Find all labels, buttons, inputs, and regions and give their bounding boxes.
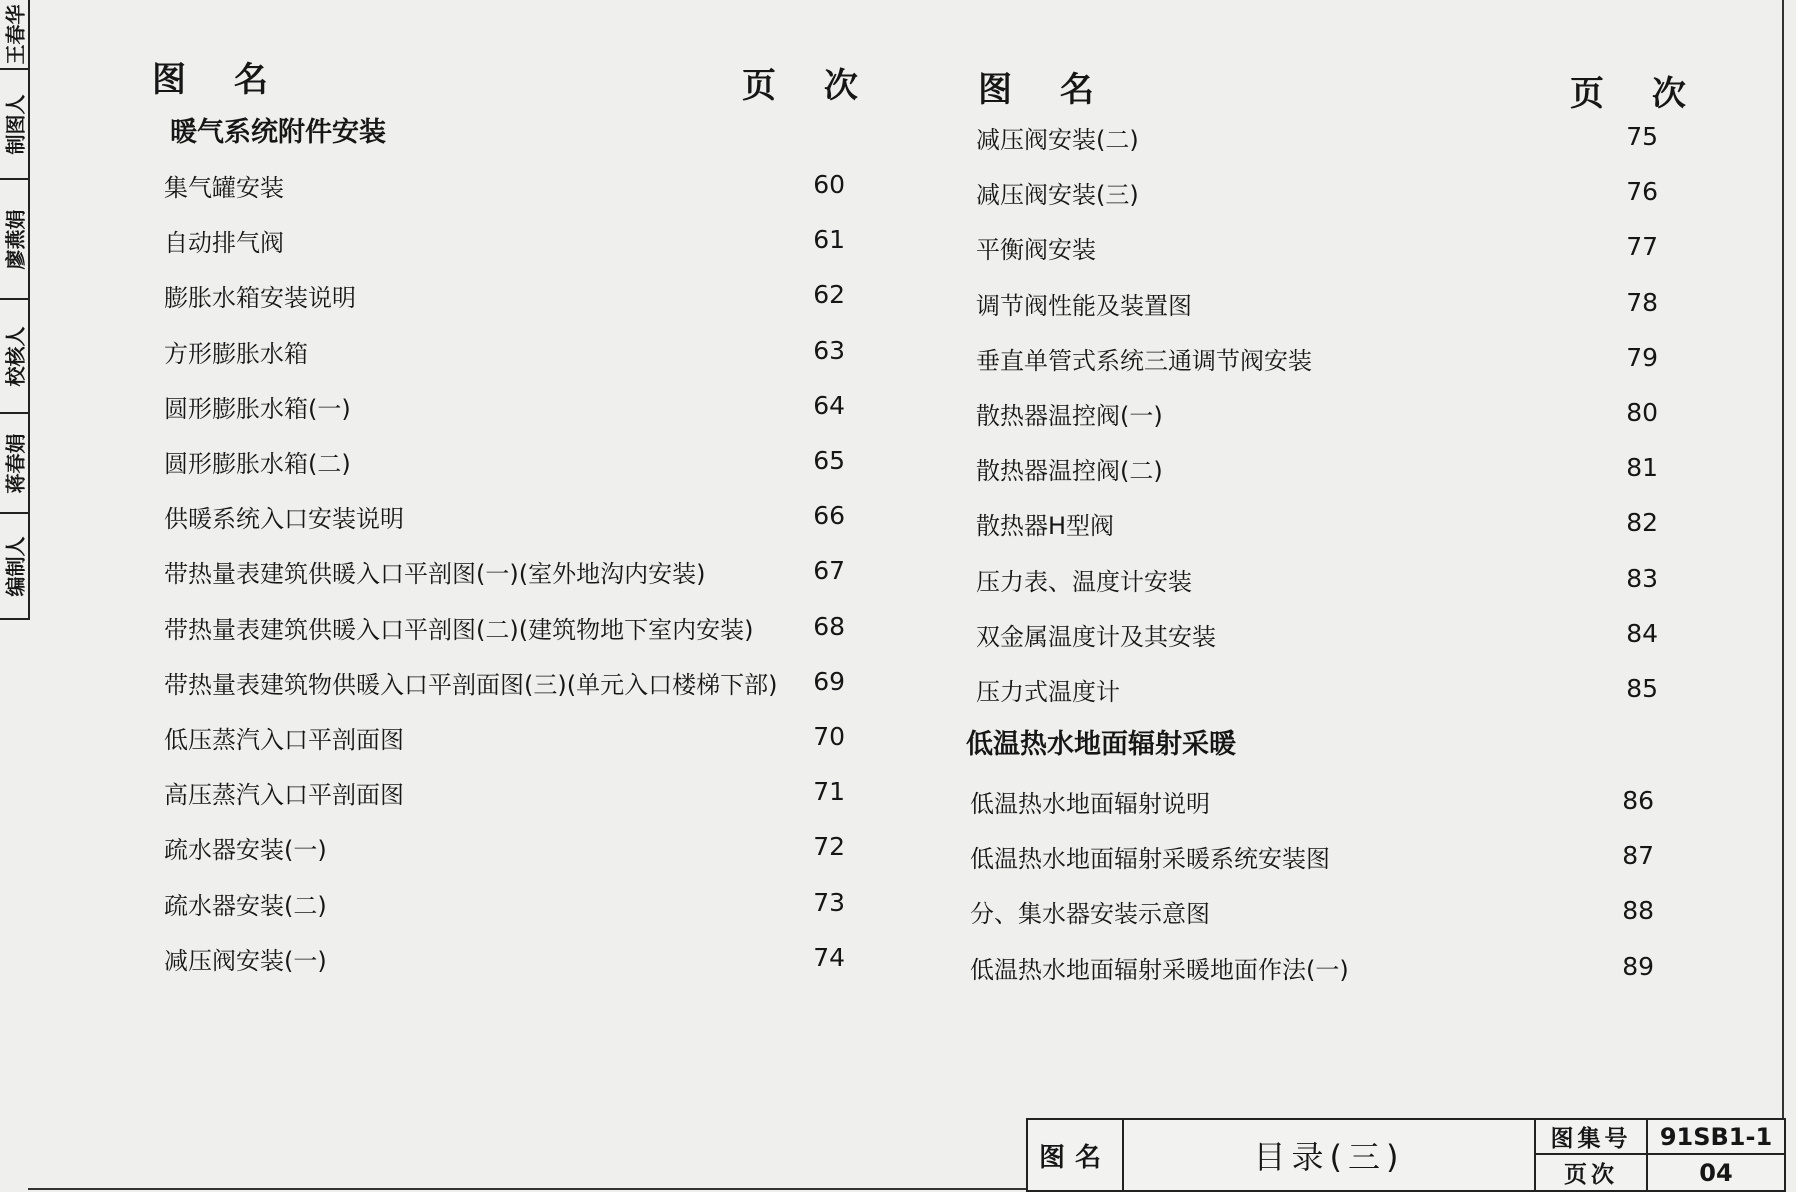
index-entry-title: 低温热水地面辐射采暖系统安装图 [970, 845, 1330, 874]
index-entry-page: 81 [1626, 453, 1658, 483]
index-entry-title: 分、集水器安装示意图 [970, 900, 1210, 929]
index-entry-title: 压力表、温度计安装 [976, 567, 1192, 596]
index-entry-page: 61 [813, 225, 845, 255]
index-entry-page: 74 [813, 942, 845, 972]
title-block [1026, 1118, 1786, 1192]
index-entry-title: 带热量表建筑物供暖入口平剖面图(三)(单元入口楼梯下部) [164, 670, 778, 699]
index-entry-title: 散热器温控阀(一) [976, 402, 1163, 430]
index-entry-page: 62 [813, 280, 845, 310]
drawing-title-text: 目录(三) [1253, 1138, 1405, 1176]
index-entry-page: 67 [813, 556, 845, 586]
index-entry-title: 高压蒸汽入口平剖面图 [164, 781, 404, 810]
atlas-label-text: 图集号 [1550, 1126, 1632, 1152]
index-entry-title: 调节阀性能及装置图 [976, 291, 1192, 320]
index-entry-page: 88 [1622, 896, 1654, 926]
index-entry-page: 70 [813, 722, 845, 751]
index-entry-title: 平衡阀安装 [976, 236, 1096, 265]
right-header-page: 页 次 [1570, 74, 1704, 114]
page-number-text: 04 [1699, 1158, 1733, 1187]
left-header-name: 图 名 [152, 60, 286, 100]
strip-text: 王春华 [3, 4, 28, 64]
left-header-page: 页 次 [742, 66, 876, 106]
title-block-atlas-number [1648, 1120, 1784, 1155]
strip-text: 蒋春娟 [3, 433, 28, 493]
index-entry-page: 72 [813, 832, 845, 862]
index-entry-title: 减压阀安装(一) [164, 946, 327, 975]
index-entry-page: 80 [1626, 398, 1658, 427]
index-entry-page: 84 [1626, 618, 1658, 648]
drawing-frame [28, 0, 1784, 1190]
title-block-page-label [1536, 1155, 1648, 1190]
index-entry-title: 膨胀水箱安装说明 [164, 284, 356, 313]
index-entry-title: 圆形膨胀水箱(一) [164, 394, 351, 423]
strip-text: 编制人 [3, 536, 28, 596]
index-entry-page: 69 [813, 666, 845, 696]
title-block-name-label [1028, 1120, 1124, 1190]
index-entry-page: 82 [1626, 508, 1658, 538]
right-section-title: 低温热水地面辐射采暖 [966, 729, 1236, 760]
index-entry-page: 60 [813, 170, 845, 199]
index-entry-page: 66 [813, 501, 845, 531]
index-entry-title: 低压蒸汽入口平剖面图 [164, 726, 404, 754]
index-entry-page: 63 [813, 335, 845, 365]
strip-signature-drafter [0, 0, 28, 70]
index-entry-page: 85 [1626, 674, 1658, 703]
strip-signature-compiler [0, 414, 28, 514]
index-entry-page: 87 [1622, 841, 1654, 871]
index-entry-page: 79 [1626, 342, 1658, 372]
index-entry-page: 77 [1626, 232, 1658, 262]
index-entry-title: 散热器H型阀 [976, 512, 1115, 541]
strip-label-checker [0, 300, 28, 414]
index-entry-page: 68 [813, 611, 845, 641]
index-entry-page: 64 [813, 390, 845, 420]
binding-strip [0, 0, 30, 620]
index-entry-title: 集气罐安装 [164, 174, 284, 202]
atlas-number-text: 91SB1-1 [1659, 1122, 1773, 1151]
title-block-page-number [1648, 1155, 1784, 1190]
index-entry-page: 86 [1622, 786, 1654, 815]
left-section-title: 暖气系统附件安装 [170, 117, 386, 148]
index-entry-page: 73 [813, 887, 845, 917]
title-block-atlas-label [1536, 1120, 1648, 1155]
title-block-drawing-title [1124, 1120, 1536, 1190]
index-entry-page: 65 [813, 446, 845, 475]
strip-text: 廖燕娟 [3, 209, 28, 269]
index-entry-page: 89 [1622, 951, 1654, 981]
index-entry-title: 低温热水地面辐射说明 [970, 790, 1210, 818]
strip-label-compiler [0, 514, 28, 620]
index-entry-title: 疏水器安装(一) [164, 836, 327, 865]
strip-signature-checker [0, 180, 28, 300]
index-entry-title: 低温热水地面辐射采暖地面作法(一) [970, 955, 1349, 984]
index-entry-title: 带热量表建筑供暖入口平剖图(一)(室外地沟内安装) [164, 560, 706, 589]
index-entry-title: 垂直单管式系统三通调节阀安装 [976, 346, 1312, 375]
strip-label-drafter [0, 70, 28, 180]
strip-text: 校核人 [3, 326, 28, 386]
index-entry-title: 减压阀安装(三) [976, 181, 1139, 210]
index-entry-page: 83 [1626, 563, 1658, 593]
index-entry-page: 76 [1626, 177, 1658, 207]
index-entry-title: 减压阀安装(二) [976, 126, 1139, 154]
right-header-name: 图 名 [978, 70, 1112, 110]
index-entry-title: 带热量表建筑供暖入口平剖图(二)(建筑物地下室内安装) [164, 615, 754, 644]
title-label-text: 图名 [1038, 1142, 1111, 1173]
index-entry-title: 方形膨胀水箱 [164, 339, 308, 368]
index-entry-title: 散热器温控阀(二) [976, 457, 1163, 486]
index-entry-title: 疏水器安装(二) [164, 891, 327, 920]
index-entry-title: 供暖系统入口安装说明 [164, 505, 404, 534]
index-entry-title: 压力式温度计 [976, 678, 1120, 706]
page-label-text: 页次 [1564, 1162, 1618, 1188]
index-entry-page: 71 [813, 777, 845, 807]
index-entry-title: 自动排气阀 [164, 229, 284, 258]
index-entry-title: 双金属温度计及其安装 [976, 622, 1216, 651]
strip-text: 制图人 [3, 94, 28, 154]
index-entry-page: 78 [1626, 287, 1658, 317]
index-entry-title: 圆形膨胀水箱(二) [164, 450, 351, 478]
index-entry-page: 75 [1626, 122, 1658, 151]
